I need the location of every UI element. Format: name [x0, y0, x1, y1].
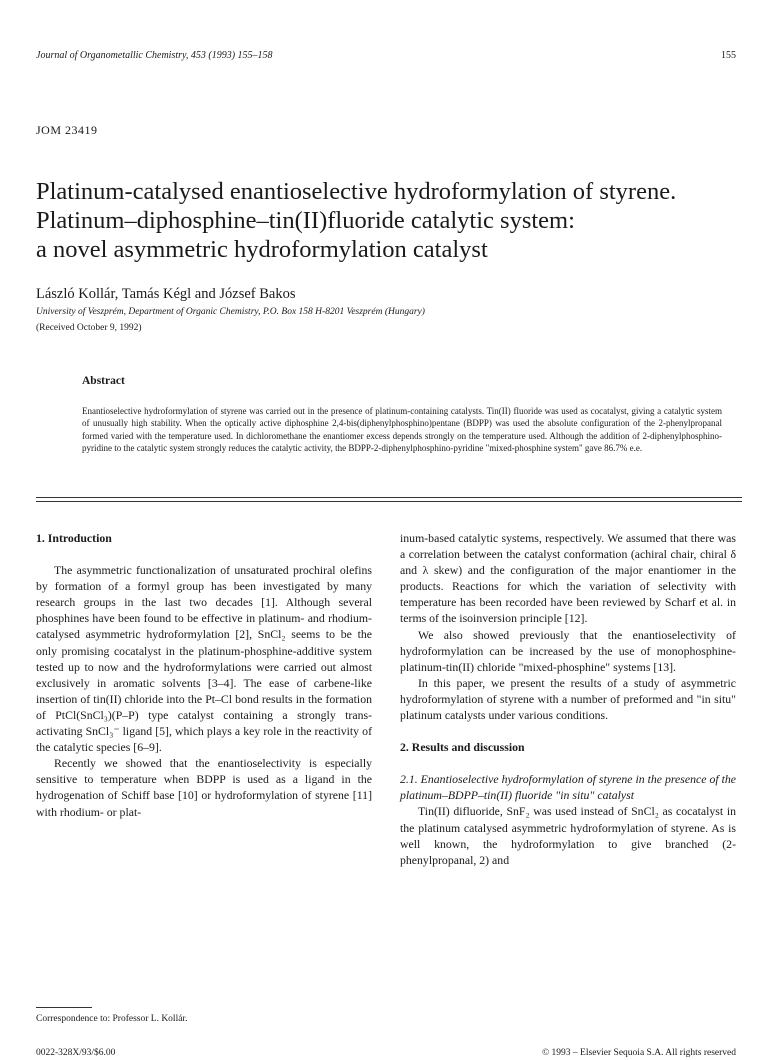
correspondence-footnote: Correspondence to: Professor L. Kollár. [36, 1014, 188, 1024]
abstract-heading: Abstract [82, 375, 125, 387]
copyright-notice: © 1993 – Elsevier Sequoia S.A. All rights reserved [541, 1048, 736, 1058]
article-title [36, 177, 746, 264]
authors: László Kollár, Tamás Kégl and József Bakos [36, 286, 296, 302]
left-column [36, 530, 372, 820]
issn-code: 0022-328X/93/$6.00 [36, 1048, 116, 1058]
received-date: (Received October 9, 1992) [36, 323, 142, 333]
title-line-1: Platinum-catalysed enantioselective hydroformylation of styrene. [36, 178, 677, 205]
footnote-divider [36, 1007, 92, 1008]
right-column [400, 530, 736, 868]
title-line-2: Platinum–diphosphine–tin(II)fluoride catalytic system: [36, 207, 575, 234]
journal-header: Journal of Organometallic Chemistry, 453 (1993) 155–158 [36, 50, 273, 61]
subsection-heading: 2.1. Enantioselective hydroformylation of styrene in the presence of the platinum–BDPP–tin(II) fluoride "in situ" catalyst [400, 772, 736, 803]
intro-paragraph-4: We also showed previously that the enantioselectivity of hydroformylation can be increased by the use of monophosphine-platinum-tin(II) chloride "mixed-phosphine" systems [13]. [400, 627, 736, 674]
results-heading: 2. Results and discussion [400, 740, 525, 755]
intro-paragraph-5: In this paper, we present the results of a study of asymmetric hydroformylation of styrene with a number of preformed and "in situ" platinum catalysts under various conditions. [400, 675, 736, 723]
article-id: JOM 23419 [36, 123, 98, 137]
intro-paragraph-1: The asymmetric functionalization of unsaturated prochiral olefins by formation of a formyl group has been investigated by many research groups in the last two decades [1]. Although several phosphines have been found to be effective in platinum- and rhodium-catalysed asymmetric hydroformylation [2], SnCl₂ seems to be the only promising cocatalyst in the platinum-phosphine-additive system tested up to now and the hydroformylations were carried out almost exclusively in aromatic solvents [3–4]. The ease of carbene-like insertion of tin(II) chloride into the Pt–Cl bond results in the formation of PtCl(SnCl₃)(P–P) type catalyst containing a strongly trans-activating SnCl₃⁻ ligand [5], which plays a key role in the reactivity of the catalytic species [6–9]. [36, 563, 372, 755]
results-paragraph-1: Tin(II) difluoride, SnF₂ was used instead of SnCl₂ as cocatalyst in the platinum catalysed asymmetric hydroformylation of styrene. As is well known, the hydroformylation to give branched (2-phenylpropanal, 2) and [400, 804, 736, 867]
introduction-heading: 1. Introduction [36, 531, 112, 545]
intro-paragraph-2: Recently we showed that the enantioselectivity is especially sensitive to temperature when BDPP is used as a ligand in the hydrogenation of Schiff base [10] or hydroformylation of styrene [11] with rhodium- or plat- [36, 756, 372, 819]
intro-paragraph-3: inum-based catalytic systems, respectively. We assumed that there was a correlation between the catalyst conformation (achiral chair, chiral δ and λ skew) and the configuration of the major enantiomer in the products. Reactions for which the variation of selectivity with temperature has been recorded have been reviewed by Scharf et al. in terms of the isoinversion principle [12]. [400, 531, 736, 626]
abstract-divider-2 [36, 501, 742, 502]
abstract-text: Enantioselective hydroformylation of styrene was carried out in the presence of platinum-containing catalysts. Tin(II) fluoride was used as cocatalyst, giving a catalytic system of unusually high stability. When the optically active diphosphine 2,4-bis(diphenylphosphino)pentane (BDPP) was used the absolute configuration of the 2-phenylpropanal formed varied with the temperature used. In dichloromethane the enantiomer excess depends strongly on the temperature used. Although the addition of 2-diphenylphosphino-pyridine to the catalytic system strongly reduces the catalytic activity, the BDPP-2-diphenylphosphino-pyridine "mixed-phosphine system" gave 86.7% e.e. [82, 406, 722, 453]
affiliation: University of Veszprém, Department of Organic Chemistry, P.O. Box 158 H-8201 Veszprém (Hungary) [36, 307, 425, 317]
title-line-3: a novel asymmetric hydroformylation catalyst [36, 236, 488, 263]
abstract-divider [36, 497, 742, 498]
page-number: 155 [721, 50, 736, 61]
